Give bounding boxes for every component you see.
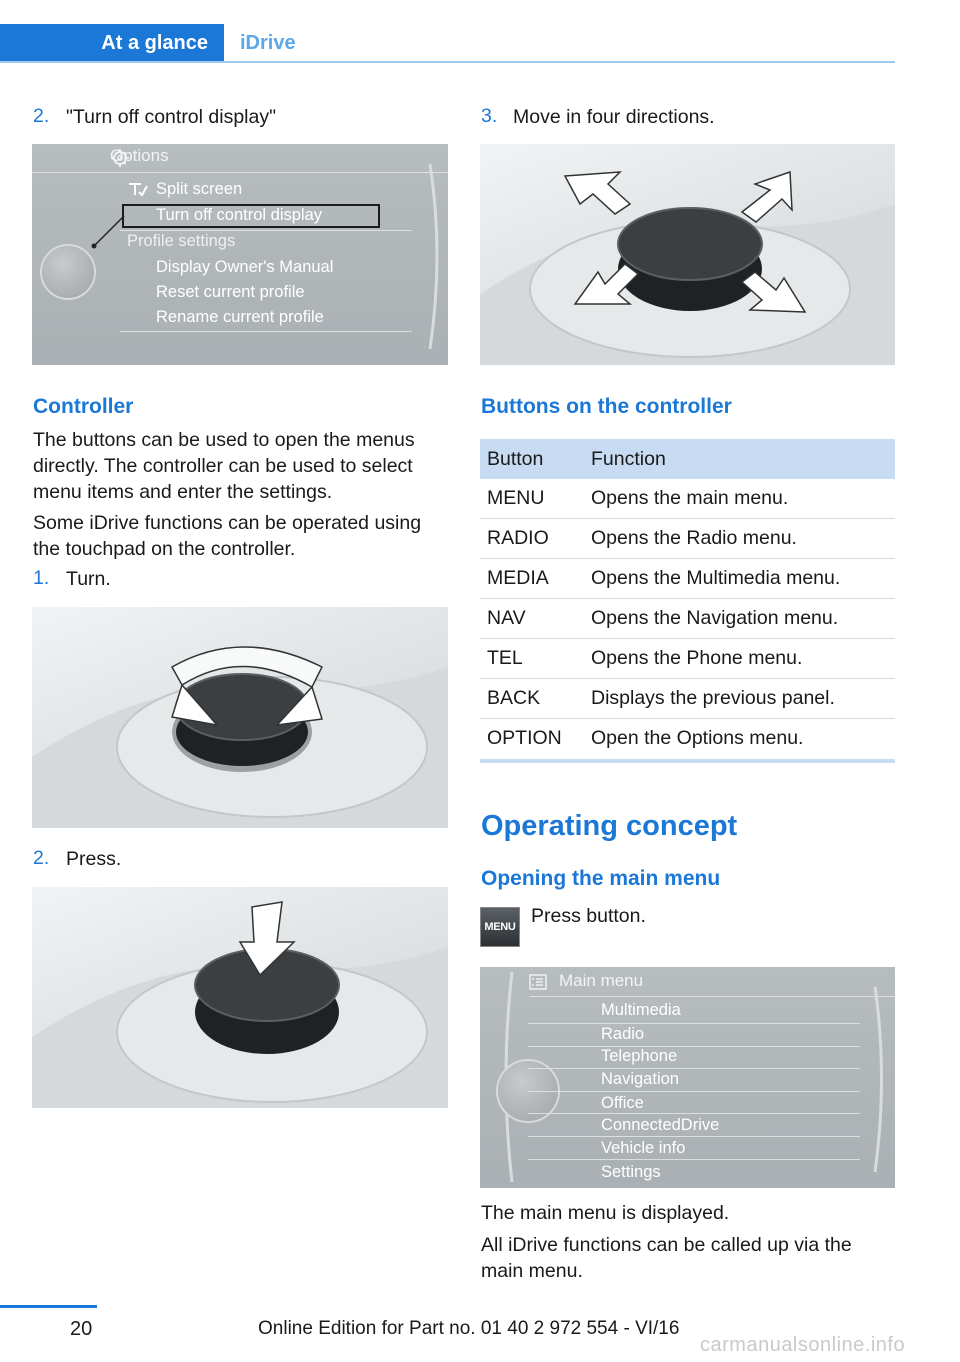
table-header: Function	[584, 439, 895, 479]
tab-idrive[interactable]: iDrive	[240, 31, 296, 54]
table-cell: Opens the main menu.	[584, 479, 895, 519]
watermark: carmanualsonline.info	[700, 1334, 906, 1356]
step-number: 2.	[33, 105, 50, 127]
main-menu-item: Radio	[601, 1025, 645, 1043]
table-row	[480, 679, 895, 719]
main-menu-item: Vehicle info	[601, 1139, 686, 1157]
main-menu-screen-image	[480, 967, 895, 1188]
options-item: Split screen	[156, 180, 243, 198]
controller-press-graphic	[32, 887, 448, 1108]
main-menu-item: ConnectedDrive	[601, 1116, 720, 1134]
footer-accent-line	[0, 1305, 97, 1308]
step-text: Turn.	[66, 568, 111, 590]
header-divider	[0, 61, 895, 63]
step-number: 1.	[33, 567, 50, 589]
table-row	[480, 519, 895, 559]
table-row	[480, 559, 895, 599]
buttons-heading: Buttons on the controller	[481, 395, 732, 418]
split-screen-icon	[128, 180, 148, 198]
controller-press-image	[32, 887, 448, 1108]
table-cell: NAV	[480, 599, 584, 639]
table-cell: Open the Options menu.	[591, 727, 804, 749]
table-cell: MEDIA	[480, 559, 584, 599]
opening-main-menu-heading: Opening the main menu	[481, 867, 721, 890]
options-item: Display Owner's Manual	[156, 258, 334, 276]
controller-paragraph: The buttons can be used to open the menus directly. The controller can be used to select menu items and enter the settings.	[33, 429, 415, 503]
main-menu-title: Main menu	[559, 971, 644, 990]
main-menu-item: Settings	[601, 1163, 661, 1181]
table-cell: Opens the Radio menu.	[584, 519, 895, 559]
table-cell: BACK	[480, 679, 584, 719]
table-cell: Opens the Multimedia menu.	[584, 559, 895, 599]
table-cell: Opens the Phone menu.	[584, 639, 895, 679]
table-cell: MENU	[480, 479, 584, 519]
options-item: Rename current profile	[156, 308, 324, 326]
controller-turn-graphic	[32, 607, 448, 828]
main-menu-item: Multimedia	[601, 1001, 681, 1019]
controller-move-image	[480, 144, 895, 365]
main-menu-item: Navigation	[601, 1070, 679, 1088]
table-header: Button	[480, 439, 584, 479]
all-functions-text: All iDrive functions can be called up via the main menu.	[481, 1234, 852, 1282]
main-menu-item: Telephone	[601, 1047, 678, 1065]
controller-paragraph: Some iDrive functions can be operated using the touchpad on the controller.	[33, 512, 422, 560]
table-row	[480, 639, 895, 679]
step-text: Press.	[66, 848, 122, 870]
options-item: Reset current profile	[156, 283, 305, 301]
options-item: Turn off control display	[156, 206, 322, 224]
table-bottom-border	[480, 759, 895, 763]
buttons-table	[480, 439, 895, 758]
edition-text: Online Edition for Part no. 01 40 2 972 554 - VI/16	[258, 1318, 680, 1339]
step-text: "Turn off control display"	[66, 106, 277, 128]
operating-concept-heading: Operating concept	[481, 810, 738, 842]
table-cell: RADIO	[480, 519, 584, 559]
table-row	[480, 599, 895, 639]
table-row	[480, 719, 895, 759]
step-text: Move in four directions.	[513, 106, 715, 128]
controller-heading: Controller	[33, 395, 134, 418]
main-menu-displayed-text: The main menu is displayed.	[481, 1202, 730, 1224]
page-number: 20	[70, 1318, 93, 1340]
main-menu-item: Office	[601, 1094, 644, 1112]
step-number: 2.	[33, 847, 50, 869]
step-number: 3.	[481, 105, 498, 127]
menu-button-label: MENU	[484, 921, 516, 933]
options-item: Profile settings	[127, 232, 236, 250]
tab-at-a-glance[interactable]: At a glance	[0, 24, 224, 62]
controller-turn-image	[32, 607, 448, 828]
table-row	[480, 479, 895, 519]
options-screen-image	[32, 144, 448, 365]
controller-move-graphic	[480, 144, 895, 365]
table-cell: Opens the Navigation menu.	[584, 599, 895, 639]
table-cell: Displays the previous panel.	[584, 679, 895, 719]
options-title: Options	[110, 146, 169, 165]
table-cell: OPTION	[487, 727, 562, 749]
menu-button-icon	[480, 907, 520, 947]
table-header-row	[480, 439, 895, 479]
press-button-text: Press button.	[531, 905, 646, 927]
table-cell: TEL	[480, 639, 584, 679]
